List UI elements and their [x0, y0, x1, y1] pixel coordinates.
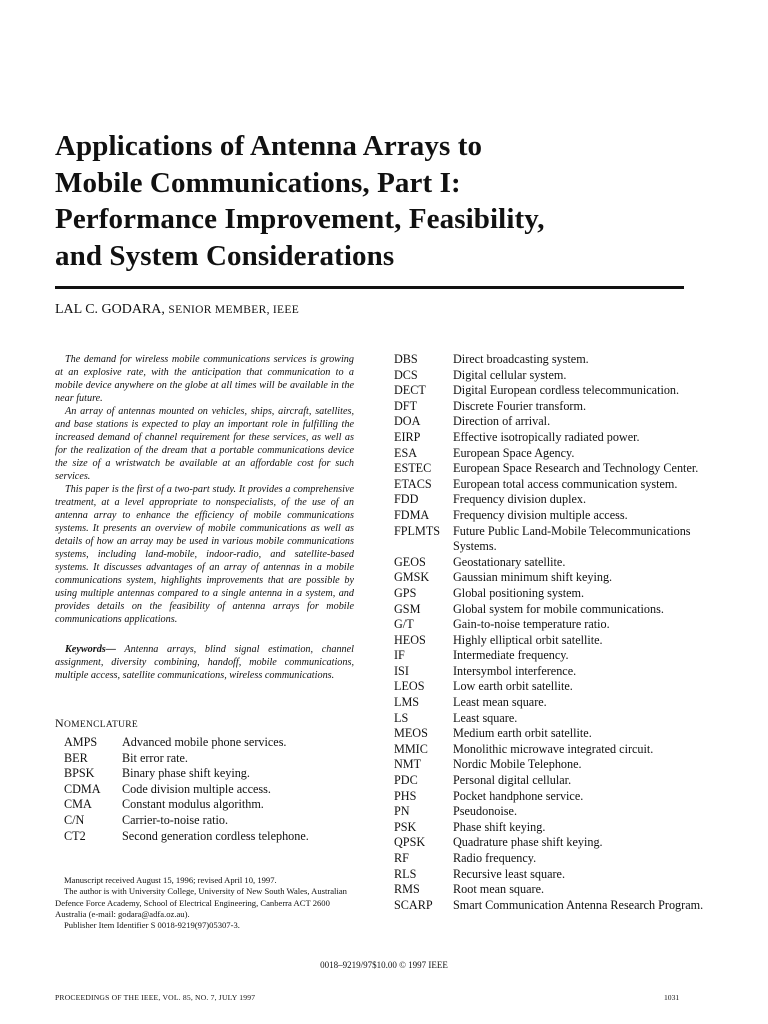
nomenclature-entry: [64, 735, 354, 751]
nomenclature-definition: Low earth orbit satellite.: [453, 679, 573, 694]
nomenclature-entry: [394, 679, 716, 695]
nomenclature-entry: [394, 477, 716, 493]
nomenclature-entry: [64, 797, 354, 813]
nomenclature-entry: [394, 414, 716, 430]
nomenclature-abbreviation: LMS: [394, 695, 420, 710]
nomenclature-entry: [394, 570, 716, 586]
nomenclature-entry: [394, 882, 716, 898]
nomenclature-abbreviation: HEOS: [394, 632, 426, 647]
nomenclature-definition: Direct broadcasting system.: [453, 352, 589, 366]
nomenclature-entry: [394, 773, 716, 789]
nomenclature-abbreviation: CT2: [64, 828, 86, 843]
nomenclature-entry: [394, 524, 716, 555]
nomenclature-definition: Least square.: [453, 710, 518, 725]
nomenclature-entry: [394, 648, 716, 664]
nomenclature-definition: Gain-to-noise temperature ratio.: [453, 617, 610, 632]
nomenclature-abbreviation: DFT: [394, 398, 418, 413]
nomenclature-entry: [394, 742, 716, 758]
nomenclature-abbreviation: FDMA: [394, 507, 430, 522]
nomenclature-entry: [394, 835, 716, 851]
nomenclature-abbreviation: LEOS: [394, 679, 425, 694]
nomenclature-abbreviation: DECT: [394, 383, 426, 398]
nomenclature-entry: [394, 726, 716, 742]
paper-title: [55, 128, 715, 274]
nomenclature-definition: Least mean square.: [453, 695, 547, 710]
nomenclature-abbreviation: ESA: [394, 445, 418, 460]
nomenclature-entry: [394, 898, 716, 914]
nomenclature-abbreviation: MEOS: [394, 726, 428, 741]
nomenclature-definition: Quadrature phase shift keying.: [453, 835, 603, 850]
footnote-paragraph: Publisher Item Identifier S 0018-9219(97)05307-3.: [64, 920, 240, 931]
keywords-label: Keywords—: [65, 644, 116, 655]
page-number: 1031: [664, 993, 680, 1002]
nomenclature-definition: Global system for mobile communications.: [453, 601, 664, 616]
nomenclature-entry: [394, 711, 716, 727]
nomenclature-definition: Personal digital cellular.: [453, 773, 572, 788]
nomenclature-definition: Constant modulus algorithm.: [122, 797, 264, 812]
nomenclature-abbreviation: RMS: [394, 882, 420, 897]
nomenclature-entry: [394, 867, 716, 883]
nomenclature-abbreviation: ESTEC: [394, 461, 432, 476]
nomenclature-entry: [394, 617, 716, 633]
keywords-text: Antenna arrays, blind signal estimation, channel assignment, diversity combining, handoff, mobile communications, multiple access, satellite communications, wireless communications.: [55, 644, 354, 681]
nomenclature-abbreviation: GPS: [394, 585, 417, 600]
nomenclature-definition: Medium earth orbit satellite.: [453, 726, 592, 741]
nomenclature-abbreviation: EIRP: [394, 429, 421, 444]
nomenclature-heading: [55, 716, 138, 732]
nomenclature-definition: Intermediate frequency.: [453, 648, 569, 663]
nomenclature-definition: Pocket handphone service.: [453, 788, 584, 803]
nomenclature-definition: Intersymbol interference.: [453, 663, 577, 678]
nomenclature-entry: [394, 633, 716, 649]
nomenclature-definition: Nordic Mobile Telephone.: [453, 757, 582, 772]
nomenclature-definition: Geostationary satellite.: [453, 554, 566, 569]
author-name: LAL C. GODARA,: [55, 302, 165, 317]
keywords: [55, 643, 354, 682]
nomenclature-abbreviation: SCARP: [394, 897, 433, 912]
title-rule: [55, 286, 684, 289]
copyright-line: 0018–9219/97$10.00 © 1997 IEEE: [320, 960, 448, 970]
nomenclature-entry: [394, 804, 716, 820]
nomenclature-definition: Frequency division duplex.: [453, 492, 587, 507]
nomenclature-definition: Binary phase shift keying.: [122, 766, 250, 781]
nomenclature-definition: Global positioning system.: [453, 585, 585, 600]
nomenclature-abbreviation: DOA: [394, 414, 421, 429]
nomenclature-definition: Code division multiple access.: [122, 781, 271, 796]
footnote: [55, 875, 354, 931]
abstract-paragraph: An array of antennas mounted on vehicles, ships, aircraft, satellites, and base stations is expected to play an important role in fulfilling the increased demand of channel requirement for these services, as well as for the realization of the dream that a portable communications device the size of a wristwatch be available at an affordable cost for such services.: [55, 406, 354, 482]
nomenclature-entry: [64, 751, 354, 767]
nomenclature-abbreviation: G/T: [394, 617, 414, 632]
nomenclature-abbreviation: PSK: [394, 819, 417, 834]
title-line: and System Considerations: [55, 239, 395, 272]
nomenclature-entry: [64, 829, 354, 845]
nomenclature-abbreviation: GEOS: [394, 554, 426, 569]
nomenclature-heading-initial: N: [55, 716, 64, 730]
nomenclature-abbreviation: BER: [64, 750, 88, 765]
nomenclature-definition: Smart Communication Antenna Research Program.: [453, 897, 704, 912]
nomenclature-entry: [64, 782, 354, 798]
nomenclature-entry: [394, 664, 716, 680]
abstract-paragraph: The demand for wireless mobile communications services is growing at an explosive rate, with the anticipation that communication to a mobile device anywhere on the globe at all times will be available in the near future.: [55, 354, 354, 404]
title-line: Mobile Communications, Part I:: [55, 166, 461, 199]
nomenclature-entry: [394, 789, 716, 805]
nomenclature-definition: European Space Agency.: [453, 445, 575, 460]
nomenclature-definition: Phase shift keying.: [453, 819, 546, 834]
nomenclature-entry: [64, 813, 354, 829]
nomenclature-list-left: [64, 735, 354, 844]
nomenclature-definition: Frequency division multiple access.: [453, 507, 628, 522]
nomenclature-entry: [394, 492, 716, 508]
nomenclature-entry: [394, 851, 716, 867]
nomenclature-abbreviation: DBS: [394, 352, 418, 366]
nomenclature-entry: [394, 368, 716, 384]
nomenclature-entry: [394, 399, 716, 415]
nomenclature-entry: [64, 766, 354, 782]
nomenclature-definition: Effective isotropically radiated power.: [453, 429, 640, 444]
nomenclature-abbreviation: QPSK: [394, 835, 426, 850]
nomenclature-abbreviation: FDD: [394, 492, 419, 507]
nomenclature-abbreviation: PDC: [394, 773, 418, 788]
nomenclature-definition: Future Public Land-Mobile Telecommunications Systems.: [453, 523, 691, 554]
nomenclature-definition: Gaussian minimum shift keying.: [453, 570, 613, 585]
nomenclature-entry: [394, 461, 716, 477]
nomenclature-abbreviation: DCS: [394, 367, 418, 382]
nomenclature-definition: Digital cellular system.: [453, 367, 567, 382]
nomenclature-abbreviation: IF: [394, 648, 405, 663]
nomenclature-definition: Direction of arrival.: [453, 414, 551, 429]
title-line: Performance Improvement, Feasibility,: [55, 203, 545, 235]
nomenclature-abbreviation: PN: [394, 804, 410, 819]
nomenclature-entry: [394, 586, 716, 602]
nomenclature-definition: Root mean square.: [453, 882, 545, 897]
nomenclature-definition: European Space Research and Technology Center.: [453, 461, 699, 476]
nomenclature-entry: [394, 757, 716, 773]
nomenclature-definition: Second generation cordless telephone.: [122, 828, 309, 843]
nomenclature-abbreviation: ISI: [394, 663, 409, 678]
nomenclature-abbreviation: GMSK: [394, 570, 430, 585]
nomenclature-definition: Pseudonoise.: [453, 804, 517, 819]
nomenclature-entry: [394, 430, 716, 446]
footnote-paragraph: Manuscript received August 15, 1996; revised April 10, 1997.: [64, 875, 277, 885]
nomenclature-definition: Monolithic microwave integrated circuit.: [453, 741, 654, 756]
nomenclature-entry: [394, 383, 716, 399]
nomenclature-entry: [394, 820, 716, 836]
nomenclature-abbreviation: GSM: [394, 601, 421, 616]
nomenclature-abbreviation: RF: [394, 851, 409, 865]
author-affiliation: SENIOR MEMBER, IEEE: [168, 304, 300, 316]
nomenclature-abbreviation: LS: [394, 710, 409, 725]
journal-footer: PROCEEDINGS OF THE IEEE, VOL. 85, NO. 7, JULY 1997: [55, 993, 256, 1002]
nomenclature-abbreviation: RLS: [394, 866, 417, 881]
nomenclature-definition: Advanced mobile phone services.: [122, 735, 287, 749]
nomenclature-list-right: [394, 352, 716, 913]
nomenclature-abbreviation: ETACS: [394, 476, 432, 491]
nomenclature-definition: Radio frequency.: [453, 851, 537, 865]
nomenclature-entry: [394, 695, 716, 711]
nomenclature-definition: European total access communication system.: [453, 476, 678, 491]
nomenclature-abbreviation: CDMA: [64, 781, 101, 796]
abstract: [55, 353, 354, 626]
nomenclature-abbreviation: MMIC: [394, 741, 428, 756]
nomenclature-definition: Carrier-to-noise ratio.: [122, 812, 229, 827]
nomenclature-entry: [394, 555, 716, 571]
nomenclature-abbreviation: PHS: [394, 788, 417, 803]
nomenclature-heading-rest: OMENCLATURE: [63, 720, 138, 730]
nomenclature-entry: [394, 352, 716, 368]
author-line: [55, 301, 299, 319]
nomenclature-abbreviation: CMA: [64, 797, 92, 812]
nomenclature-definition: Highly elliptical orbit satellite.: [453, 632, 603, 647]
nomenclature-abbreviation: NMT: [394, 757, 422, 772]
nomenclature-entry: [394, 446, 716, 462]
nomenclature-entry: [394, 602, 716, 618]
nomenclature-definition: Digital European cordless telecommunication.: [453, 383, 680, 398]
nomenclature-abbreviation: BPSK: [64, 766, 95, 781]
nomenclature-definition: Recursive least square.: [453, 866, 566, 881]
nomenclature-definition: Bit error rate.: [122, 750, 188, 765]
nomenclature-abbreviation: AMPS: [64, 735, 98, 749]
nomenclature-definition: Discrete Fourier transform.: [453, 398, 587, 413]
footnote-paragraph: The author is with University College, University of New South Wales, Australian Defence Force Academy, School of Electrical Engineering, Canberra ACT 2600 Australia (e-mail: godara@adfa.oz.au).: [55, 886, 347, 919]
nomenclature-entry: [394, 508, 716, 524]
title-line: Applications of Antenna Arrays to: [55, 130, 483, 162]
nomenclature-abbreviation: C/N: [64, 812, 85, 827]
nomenclature-abbreviation: FPLMTS: [394, 523, 441, 538]
abstract-paragraph: This paper is the first of a two-part study. It provides a comprehensive treatment, at a level appropriate to nonspecialists, of the use of an antenna array to enhance the efficiency of mobile communications systems. It presents an overview of mobile communications as well as details of how an array may be used in various mobile communications systems, including land-mobile, indoor-radio, and satellite-based systems. It discusses advantages of an array of antennas in a mobile communications system, highlights improvements that are possible by using multiple antennas compared to a single antenna in a system, and provides details on the feasibility of antenna arrays for mobile communications applications.: [55, 484, 354, 625]
